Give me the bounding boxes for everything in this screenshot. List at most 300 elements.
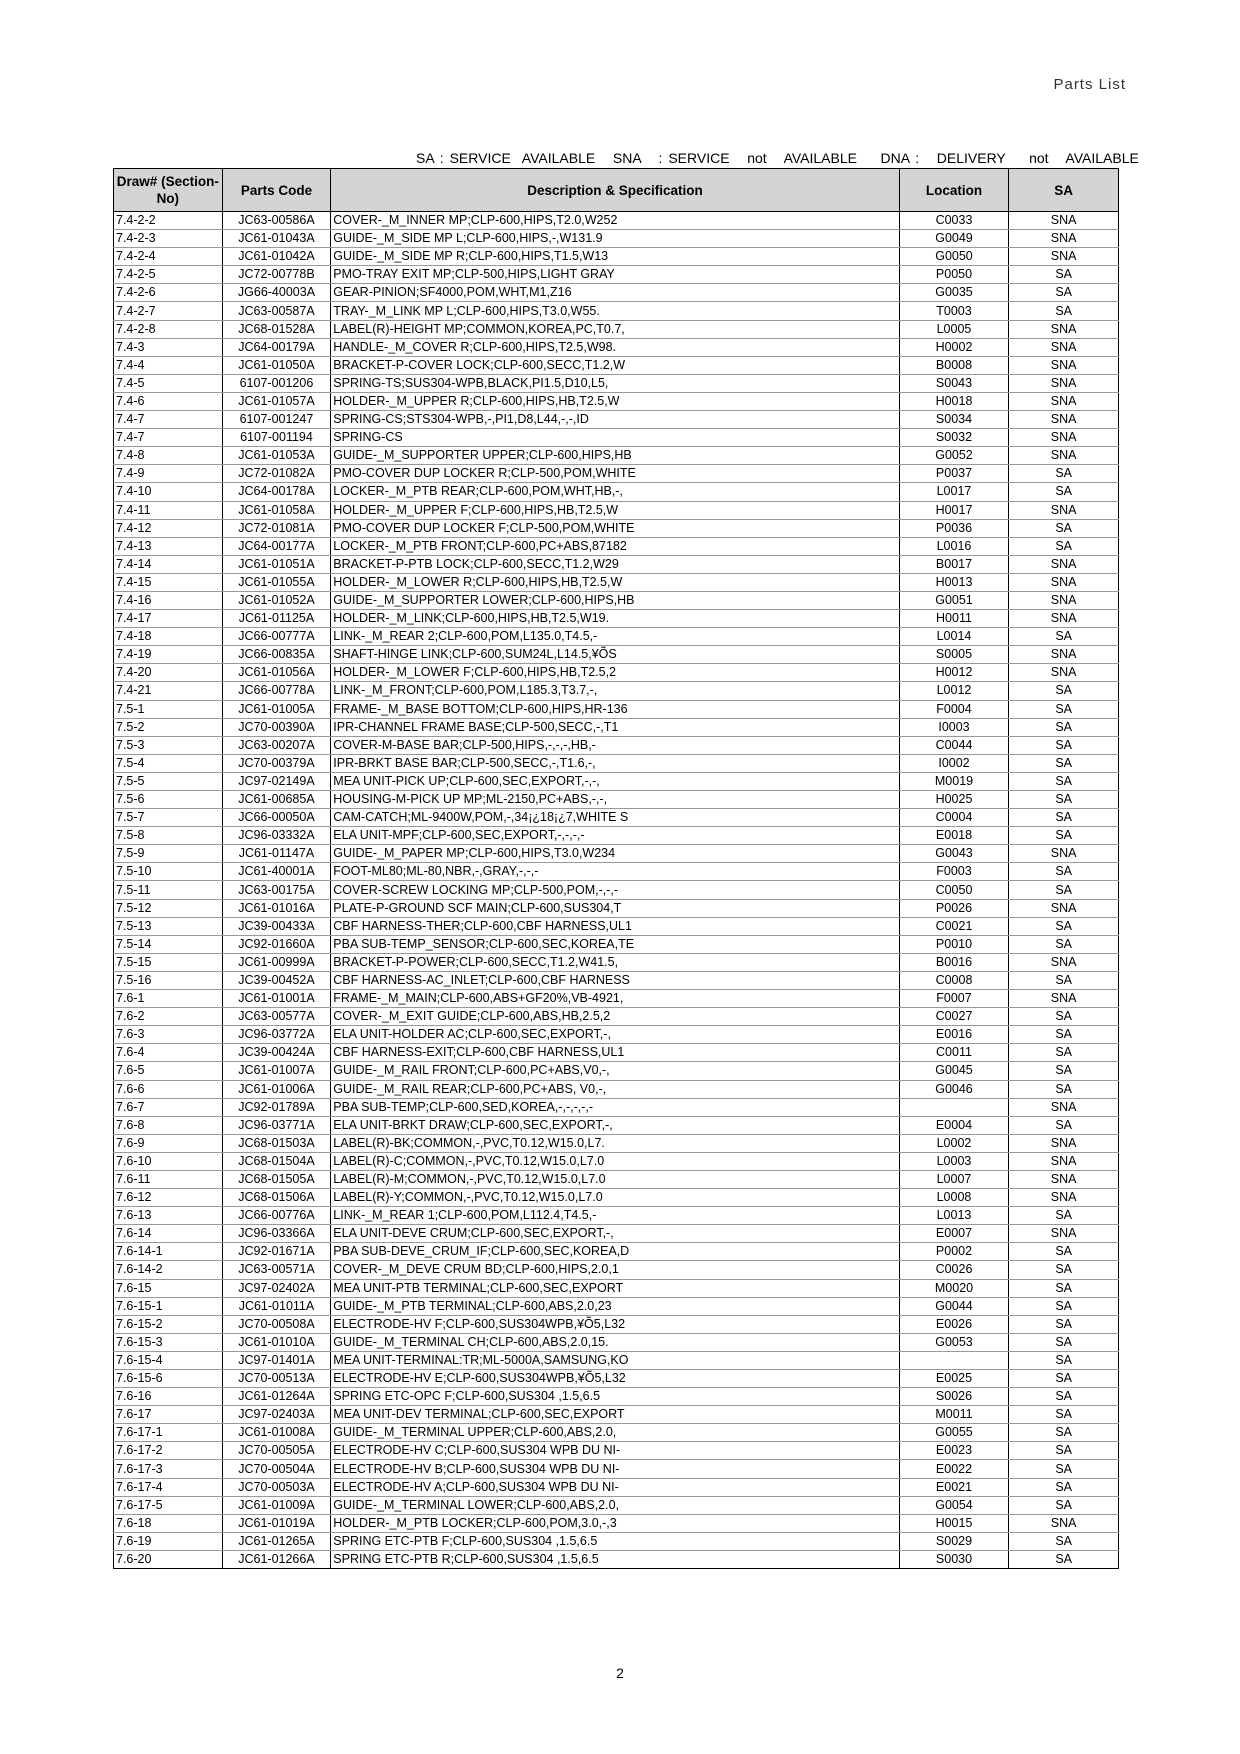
parts-code-cell: JC61-01011A [222,1297,331,1315]
location-cell: M0019 [899,772,1009,790]
table-row [114,791,1119,809]
location-cell [899,1098,1009,1116]
parts-code-cell: JC70-00503A [222,1478,331,1496]
description-cell: SPRING ETC-OPC F;CLP-600,SUS304 ,1.5,6.5 [331,1388,899,1406]
availability-cell: SNA [1009,392,1119,410]
location-cell: P0010 [899,935,1009,953]
availability-cell: SA [1009,1370,1119,1388]
table-row [114,1351,1119,1369]
draw-number-cell: 7.6-15-3 [114,1333,223,1351]
table-row [114,1514,1119,1532]
description-cell: BRACKET-P-COVER LOCK;CLP-600,SECC,T1.2,W [331,356,899,374]
availability-cell: SA [1009,700,1119,718]
location-cell: S0032 [899,429,1009,447]
location-cell: E0021 [899,1478,1009,1496]
location-cell: H0015 [899,1514,1009,1532]
table-row [114,772,1119,790]
location-cell: H0011 [899,610,1009,628]
parts-code-cell: JC61-40001A [222,863,331,881]
location-cell: G0043 [899,845,1009,863]
description-cell: COVER-_M_INNER MP;CLP-600,HIPS,T2.0,W252 [331,212,899,230]
column-header-location: Location [899,169,1009,212]
draw-number-cell: 7.6-12 [114,1189,223,1207]
table-row [114,1388,1119,1406]
draw-number-cell: 7.4-2-4 [114,248,223,266]
table-row [114,1261,1119,1279]
description-cell: HOLDER-_M_UPPER F;CLP-600,HIPS,HB,T2.5,W [331,501,899,519]
draw-number-cell: 7.4-18 [114,628,223,646]
location-cell: P0036 [899,519,1009,537]
parts-code-cell: JC61-01058A [222,501,331,519]
table-row [114,700,1119,718]
description-cell: CAM-CATCH;ML-9400W,POM,-,34¡¿18¡¿7,WHITE S [331,809,899,827]
draw-number-cell: 7.6-20 [114,1550,223,1568]
description-cell: GUIDE-_M_TERMINAL UPPER;CLP-600,ABS,2.0, [331,1424,899,1442]
parts-code-cell: JC63-00207A [222,736,331,754]
description-cell: MEA UNIT-TERMINAL:TR;ML-5000A,SAMSUNG,KO [331,1351,899,1369]
draw-number-cell: 7.6-3 [114,1026,223,1044]
location-cell: C0027 [899,1008,1009,1026]
parts-code-cell: 6107-001194 [222,429,331,447]
table-row [114,1406,1119,1424]
availability-cell: SNA [1009,899,1119,917]
parts-code-cell: JC61-01265A [222,1532,331,1550]
availability-cell: SA [1009,1044,1119,1062]
description-cell: PMO-TRAY EXIT MP;CLP-500,HIPS,LIGHT GRAY [331,266,899,284]
parts-code-cell: JC63-00577A [222,1008,331,1026]
draw-number-cell: 7.5-12 [114,899,223,917]
parts-code-cell: JC66-00835A [222,646,331,664]
table-row [114,1134,1119,1152]
draw-number-cell: 7.4-15 [114,573,223,591]
availability-cell: SNA [1009,1225,1119,1243]
availability-cell: SNA [1009,447,1119,465]
description-cell: GUIDE-_M_SIDE MP R;CLP-600,HIPS,T1.5,W13 [331,248,899,266]
availability-cell: SA [1009,1532,1119,1550]
draw-number-cell: 7.6-17-2 [114,1442,223,1460]
parts-code-cell: JC68-01503A [222,1134,331,1152]
table-row [114,1062,1119,1080]
availability-cell: SA [1009,917,1119,935]
table-row [114,754,1119,772]
location-cell: C0004 [899,809,1009,827]
draw-number-cell: 7.6-8 [114,1116,223,1134]
location-cell: F0004 [899,700,1009,718]
description-cell: HOLDER-_M_LOWER F;CLP-600,HIPS,HB,T2.5,2 [331,664,899,682]
description-cell: LABEL(R)-C;COMMON,-,PVC,T0.12,W15.0,L7.0 [331,1152,899,1170]
availability-cell: SNA [1009,573,1119,591]
availability-cell: SA [1009,1496,1119,1514]
location-cell: P0050 [899,266,1009,284]
table-row [114,646,1119,664]
parts-code-cell: JC72-00778B [222,266,331,284]
description-cell: IPR-CHANNEL FRAME BASE;CLP-500,SECC,-,T1 [331,718,899,736]
draw-number-cell: 7.6-17 [114,1406,223,1424]
table-row [114,1333,1119,1351]
draw-number-cell: 7.4-20 [114,664,223,682]
table-row [114,1550,1119,1568]
availability-cell: SNA [1009,664,1119,682]
location-cell: L0014 [899,628,1009,646]
description-cell: PBA SUB-TEMP;CLP-600,SED,KOREA,-,-,-,-,- [331,1098,899,1116]
availability-cell: SNA [1009,610,1119,628]
column-header-sa: SA [1009,169,1119,212]
description-cell: GUIDE-_M_PAPER MP;CLP-600,HIPS,T3.0,W234 [331,845,899,863]
description-cell: SPRING ETC-PTB F;CLP-600,SUS304 ,1.5,6.5 [331,1532,899,1550]
description-cell: MEA UNIT-PICK UP;CLP-600,SEC,EXPORT,-,-, [331,772,899,790]
table-row [114,1424,1119,1442]
draw-number-cell: 7.4-8 [114,447,223,465]
parts-code-cell: JC70-00513A [222,1370,331,1388]
table-row [114,555,1119,573]
location-cell: G0045 [899,1062,1009,1080]
availability-cell: SA [1009,754,1119,772]
availability-cell: SNA [1009,320,1119,338]
table-row [114,429,1119,447]
availability-cell: SA [1009,628,1119,646]
availability-cell: SA [1009,1460,1119,1478]
location-cell: H0013 [899,573,1009,591]
location-cell: E0023 [899,1442,1009,1460]
parts-code-cell: JC61-01010A [222,1333,331,1351]
draw-number-cell: 7.4-4 [114,356,223,374]
page-number: 2 [616,1665,624,1681]
location-cell: S0043 [899,374,1009,392]
availability-cell: SA [1009,1333,1119,1351]
description-cell: LABEL(R)-BK;COMMON,-,PVC,T0.12,W15.0,L7. [331,1134,899,1152]
draw-number-cell: 7.4-14 [114,555,223,573]
location-cell: P0002 [899,1243,1009,1261]
table-row [114,1496,1119,1514]
table-row [114,266,1119,284]
location-cell: C0033 [899,212,1009,230]
table-row [114,863,1119,881]
location-cell: H0025 [899,791,1009,809]
parts-code-cell: JC61-01001A [222,990,331,1008]
draw-number-cell: 7.4-21 [114,682,223,700]
description-cell: MEA UNIT-PTB TERMINAL;CLP-600,SEC,EXPORT [331,1279,899,1297]
location-cell: S0034 [899,411,1009,429]
draw-number-cell: 7.6-17-4 [114,1478,223,1496]
parts-code-cell: JC61-01264A [222,1388,331,1406]
availability-cell: SA [1009,519,1119,537]
table-row [114,212,1119,230]
location-cell: S0030 [899,1550,1009,1568]
description-cell: GUIDE-_M_SIDE MP L;CLP-600,HIPS,-,W131.9 [331,230,899,248]
availability-cell: SNA [1009,212,1119,230]
parts-code-cell: JC39-00424A [222,1044,331,1062]
location-cell: E0026 [899,1315,1009,1333]
location-cell: L0008 [899,1189,1009,1207]
table-row [114,935,1119,953]
parts-code-cell: JC61-01005A [222,700,331,718]
location-cell: C0008 [899,971,1009,989]
description-cell: GUIDE-_M_SUPPORTER UPPER;CLP-600,HIPS,HB [331,447,899,465]
draw-number-cell: 7.5-6 [114,791,223,809]
draw-number-cell: 7.6-1 [114,990,223,1008]
availability-cell: SA [1009,1351,1119,1369]
availability-cell: SNA [1009,1514,1119,1532]
table-row [114,374,1119,392]
parts-code-cell: JC68-01504A [222,1152,331,1170]
table-row [114,845,1119,863]
availability-cell: SNA [1009,501,1119,519]
availability-cell: SA [1009,791,1119,809]
location-cell: G0053 [899,1333,1009,1351]
parts-code-cell: JC61-01057A [222,392,331,410]
parts-code-cell: JC63-00175A [222,881,331,899]
availability-cell: SA [1009,1388,1119,1406]
table-row [114,519,1119,537]
table-row [114,230,1119,248]
table-row [114,591,1119,609]
availability-cell: SA [1009,1550,1119,1568]
table-row [114,1532,1119,1550]
draw-number-cell: 7.4-2-6 [114,284,223,302]
parts-code-cell: JC97-01401A [222,1351,331,1369]
description-cell: GUIDE-_M_SUPPORTER LOWER;CLP-600,HIPS,HB [331,591,899,609]
draw-number-cell: 7.4-11 [114,501,223,519]
draw-number-cell: 7.5-16 [114,971,223,989]
location-cell: E0025 [899,1370,1009,1388]
draw-number-cell: 7.5-13 [114,917,223,935]
availability-cell: SNA [1009,845,1119,863]
description-cell: GUIDE-_M_RAIL REAR;CLP-600,PC+ABS, V0,-, [331,1080,899,1098]
description-cell: GUIDE-_M_RAIL FRONT;CLP-600,PC+ABS,V0,-, [331,1062,899,1080]
table-header-row [114,169,1119,212]
availability-cell: SA [1009,1261,1119,1279]
parts-code-cell: JC70-00390A [222,718,331,736]
table-row [114,483,1119,501]
location-cell [899,1351,1009,1369]
availability-cell: SA [1009,1478,1119,1496]
draw-number-cell: 7.6-4 [114,1044,223,1062]
parts-table [113,168,1119,1569]
location-cell: L0013 [899,1207,1009,1225]
parts-code-cell: JC96-03772A [222,1026,331,1044]
location-cell: T0003 [899,302,1009,320]
availability-cell: SNA [1009,248,1119,266]
parts-code-cell: 6107-001247 [222,411,331,429]
draw-number-cell: 7.4-7 [114,411,223,429]
availability-cell: SA [1009,935,1119,953]
draw-number-cell: 7.6-14-1 [114,1243,223,1261]
draw-number-cell: 7.6-7 [114,1098,223,1116]
location-cell: L0007 [899,1170,1009,1188]
location-cell: L0016 [899,537,1009,555]
table-row [114,537,1119,555]
parts-code-cell: JC61-01055A [222,573,331,591]
availability-cell: SNA [1009,230,1119,248]
description-cell: BRACKET-P-POWER;CLP-600,SECC,T1.2,W41.5, [331,953,899,971]
location-cell: G0046 [899,1080,1009,1098]
description-cell: FOOT-ML80;ML-80,NBR,-,GRAY,-,-,- [331,863,899,881]
parts-code-cell: JC61-01043A [222,230,331,248]
parts-code-cell: JC61-01019A [222,1514,331,1532]
description-cell: SHAFT-HINGE LINK;CLP-600,SUM24L,L14.5,¥ÕS [331,646,899,664]
parts-code-cell: JC66-00776A [222,1207,331,1225]
parts-code-cell: JC72-01081A [222,519,331,537]
parts-code-cell: JC96-03332A [222,827,331,845]
location-cell: E0007 [899,1225,1009,1243]
location-cell: F0007 [899,990,1009,1008]
location-cell: C0026 [899,1261,1009,1279]
location-cell: M0020 [899,1279,1009,1297]
description-cell: BRACKET-P-PTB LOCK;CLP-600,SECC,T1.2,W29 [331,555,899,573]
location-cell: C0011 [899,1044,1009,1062]
availability-cell: SNA [1009,1098,1119,1116]
availability-cell: SA [1009,1279,1119,1297]
parts-code-cell: JC61-01125A [222,610,331,628]
parts-code-cell: JC97-02403A [222,1406,331,1424]
draw-number-cell: 7.5-11 [114,881,223,899]
location-cell: I0002 [899,754,1009,772]
draw-number-cell: 7.6-16 [114,1388,223,1406]
availability-cell: SA [1009,1406,1119,1424]
table-row [114,736,1119,754]
parts-code-cell: JC61-01266A [222,1550,331,1568]
availability-cell: SNA [1009,646,1119,664]
table-row [114,248,1119,266]
table-row [114,356,1119,374]
parts-code-cell: JC66-00777A [222,628,331,646]
parts-code-cell: JC64-00179A [222,338,331,356]
location-cell: I0003 [899,718,1009,736]
availability-cell: SA [1009,483,1119,501]
draw-number-cell: 7.4-2-8 [114,320,223,338]
parts-code-cell: JC66-00778A [222,682,331,700]
table-row [114,1189,1119,1207]
column-header-parts-code: Parts Code [222,169,331,212]
location-cell: B0016 [899,953,1009,971]
parts-table-body [114,212,1119,1569]
draw-number-cell: 7.4-3 [114,338,223,356]
draw-number-cell: 7.5-2 [114,718,223,736]
description-cell: HANDLE-_M_COVER R;CLP-600,HIPS,T2.5,W98. [331,338,899,356]
draw-number-cell: 7.4-6 [114,392,223,410]
draw-number-cell: 7.4-13 [114,537,223,555]
availability-cell: SA [1009,718,1119,736]
availability-cell: SNA [1009,429,1119,447]
draw-number-cell: 7.5-15 [114,953,223,971]
availability-cell: SNA [1009,1189,1119,1207]
description-cell: PMO-COVER DUP LOCKER R;CLP-500,POM,WHITE [331,465,899,483]
draw-number-cell: 7.4-5 [114,374,223,392]
description-cell: HOUSING-M-PICK UP MP;ML-2150,PC+ABS,-,-, [331,791,899,809]
description-cell: FRAME-_M_BASE BOTTOM;CLP-600,HIPS,HR-136 [331,700,899,718]
parts-code-cell: JC64-00177A [222,537,331,555]
description-cell: ELECTRODE-HV A;CLP-600,SUS304 WPB DU NI- [331,1478,899,1496]
description-cell: LINK-_M_REAR 2;CLP-600,POM,L135.0,T4.5,- [331,628,899,646]
description-cell: ELECTRODE-HV C;CLP-600,SUS304 WPB DU NI- [331,1442,899,1460]
availability-cell: SA [1009,682,1119,700]
table-row [114,1026,1119,1044]
location-cell: S0029 [899,1532,1009,1550]
table-row [114,917,1119,935]
parts-code-cell: JC61-00685A [222,791,331,809]
draw-number-cell: 7.4-2-7 [114,302,223,320]
table-row [114,718,1119,736]
parts-code-cell: JC61-01053A [222,447,331,465]
draw-number-cell: 7.4-2-2 [114,212,223,230]
draw-number-cell: 7.6-15-1 [114,1297,223,1315]
parts-code-cell: JC92-01671A [222,1243,331,1261]
table-row [114,1044,1119,1062]
description-cell: ELA UNIT-MPF;CLP-600,SEC,EXPORT,-,-,-,- [331,827,899,845]
availability-cell: SA [1009,1297,1119,1315]
parts-code-cell: JC61-01052A [222,591,331,609]
parts-code-cell: JC39-00433A [222,917,331,935]
location-cell: H0012 [899,664,1009,682]
draw-number-cell: 7.4-19 [114,646,223,664]
description-cell: LOCKER-_M_PTB REAR;CLP-600,POM,WHT,HB,-, [331,483,899,501]
location-cell: G0052 [899,447,1009,465]
table-row [114,1442,1119,1460]
availability-cell: SA [1009,1026,1119,1044]
parts-code-cell: JC70-00504A [222,1460,331,1478]
draw-number-cell: 7.4-12 [114,519,223,537]
parts-code-cell: JC61-01050A [222,356,331,374]
table-row [114,501,1119,519]
availability-cell: SA [1009,1442,1119,1460]
table-row [114,1116,1119,1134]
table-row [114,1478,1119,1496]
description-cell: GUIDE-_M_PTB TERMINAL;CLP-600,ABS,2.0,23 [331,1297,899,1315]
draw-number-cell: 7.5-10 [114,863,223,881]
table-row [114,284,1119,302]
parts-code-cell: 6107-001206 [222,374,331,392]
location-cell: G0051 [899,591,1009,609]
table-row [114,573,1119,591]
draw-number-cell: 7.6-19 [114,1532,223,1550]
availability-cell: SA [1009,465,1119,483]
parts-code-cell: JC61-01016A [222,899,331,917]
availability-cell: SNA [1009,338,1119,356]
parts-code-cell: JC61-01006A [222,1080,331,1098]
parts-code-cell: JC68-01505A [222,1170,331,1188]
location-cell: H0018 [899,392,1009,410]
draw-number-cell: 7.6-14-2 [114,1261,223,1279]
availability-cell: SA [1009,971,1119,989]
parts-code-cell: JC96-03366A [222,1225,331,1243]
parts-code-cell: JC72-01082A [222,465,331,483]
parts-code-cell: JC61-00999A [222,953,331,971]
availability-cell: SNA [1009,411,1119,429]
parts-code-cell: JC92-01789A [222,1098,331,1116]
location-cell: C0050 [899,881,1009,899]
description-cell: HOLDER-_M_LOWER R;CLP-600,HIPS,HB,T2.5,W [331,573,899,591]
description-cell: MEA UNIT-DEV TERMINAL;CLP-600,SEC,EXPORT [331,1406,899,1424]
parts-code-cell: JC64-00178A [222,483,331,501]
description-cell: ELA UNIT-DEVE CRUM;CLP-600,SEC,EXPORT,-, [331,1225,899,1243]
description-cell: GUIDE-_M_TERMINAL CH;CLP-600,ABS,2.0,15. [331,1333,899,1351]
availability-cell: SA [1009,1243,1119,1261]
availability-cell: SNA [1009,555,1119,573]
draw-number-cell: 7.4-7 [114,429,223,447]
table-row [114,610,1119,628]
parts-code-cell: JC61-01009A [222,1496,331,1514]
parts-code-cell: JC68-01506A [222,1189,331,1207]
column-header-description: Description & Specification [331,169,899,212]
description-cell: HOLDER-_M_UPPER R;CLP-600,HIPS,HB,T2.5,W [331,392,899,410]
draw-number-cell: 7.4-2-5 [114,266,223,284]
location-cell: G0044 [899,1297,1009,1315]
table-row [114,338,1119,356]
draw-number-cell: 7.4-2-3 [114,230,223,248]
draw-number-cell: 7.6-15-2 [114,1315,223,1333]
draw-number-cell: 7.6-14 [114,1225,223,1243]
column-header-draw: Draw# (Section-No) [114,169,223,212]
